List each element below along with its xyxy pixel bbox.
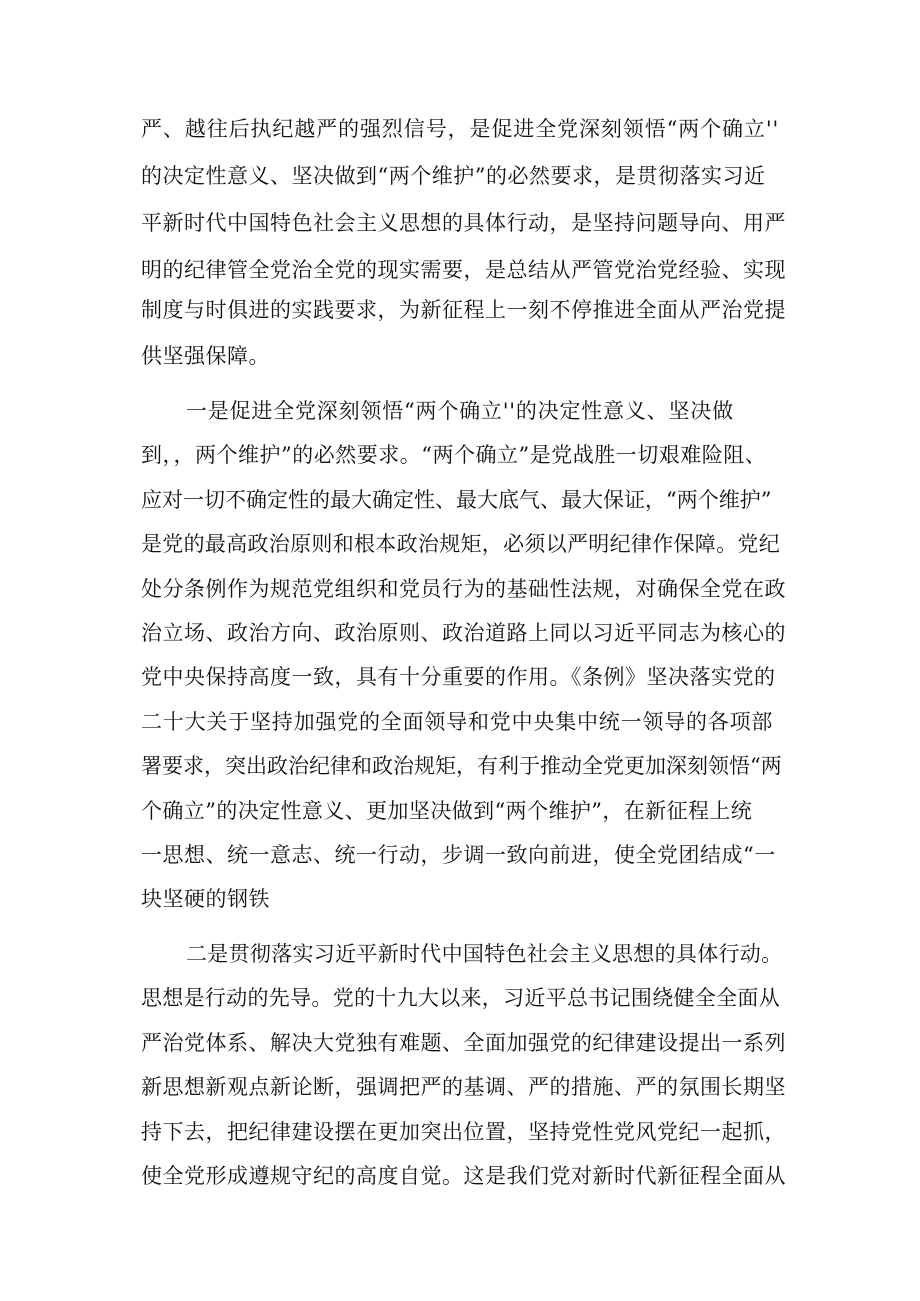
paragraph-2-line-9: 署要求，突出政治纪律和政治规矩，有利于推动全党更加深刻领悟“两 — [141, 754, 782, 778]
paragraph-1-line-6: 供坚强保障。 — [141, 344, 270, 368]
paragraph-1-line-4: 明的纪律管全党治全党的现实需要，是总结从严管党治党经验、实现 — [141, 258, 786, 282]
paragraph-3-line-5: 持下去，把纪律建设摆在更加突出位置，坚持党性党风党纪一起抓， — [141, 1120, 786, 1144]
paragraph-3-line-1: 二是贯彻落实习近平新时代中国特色社会主义思想的具体行动。 — [186, 942, 783, 966]
paragraph-2-line-6: 治立场、政治方向、政治原则、政治道路上同以习近平同志为核心的 — [141, 621, 786, 645]
paragraph-2-line-8: 二十大关于坚持加强党的全面领导和党中央集中统一领导的各项部 — [141, 710, 774, 734]
paragraph-2-line-10: 个确立”的决定性意义、更加坚决做到“两个维护”，在新征程上统 — [141, 799, 753, 823]
paragraph-1-line-5: 制度与时俱进的实践要求，为新征程上一刻不停推进全面从严治党提 — [141, 298, 786, 322]
paragraph-3-line-2: 思想是行动的先导。党的十九大以来，习近平总书记围绕健全全面从 — [141, 986, 780, 1010]
paragraph-2-line-1: 一是促进全党深刻领悟“两个确立''的决定性意义、坚决做 — [186, 399, 734, 423]
paragraph-2-line-3: 应对一切不确定性的最大确定性、最大底气、最大保证，“两个维护” — [141, 488, 772, 512]
paragraph-3-line-4: 新思想新观点新论断，强调把严的基调、严的措施、严的氛围长期坚 — [141, 1075, 786, 1099]
paragraph-3-line-6: 使全党形成遵规守纪的高度自觉。这是我们党对新时代新征程全面从 — [141, 1164, 786, 1188]
paragraph-1-line-3: 平新时代中国特色社会主义思想的具体行动，是坚持问题导向、用严 — [141, 211, 786, 235]
paragraph-2-line-11: 一思想、统一意志、统一行动，步调一致向前进，使全党团结成“一 — [141, 843, 776, 867]
paragraph-1-line-2: 的决定性意义、坚决做到“两个维护”的必然要求，是贯彻落实习近 — [141, 164, 766, 188]
paragraph-1-line-1: 严、越往后执纪越严的强烈信号，是促进全党深刻领悟“两个确立'' — [141, 117, 780, 141]
paragraph-3-line-3: 严治党体系、解决大党独有难题、全面加强党的纪律建设提出一系列 — [141, 1031, 786, 1055]
paragraph-2-line-2: 到，，两个维护”的必然要求。“两个确立”是党战胜一切艰难险阻、 — [141, 443, 767, 467]
paragraph-2-line-4: 是党的最高政治原则和根本政治规矩，必须以严明纪律作保障。党纪 — [141, 532, 780, 556]
paragraph-2-line-12: 块坚硬的钢铁 — [141, 887, 270, 911]
paragraph-2-line-5: 处分条例作为规范党组织和党员行为的基础性法规，对确保全党在政 — [141, 577, 786, 601]
paragraph-2-line-7: 党中央保持高度一致，具有十分重要的作用。《条例》坚决落实党的 — [141, 665, 776, 689]
